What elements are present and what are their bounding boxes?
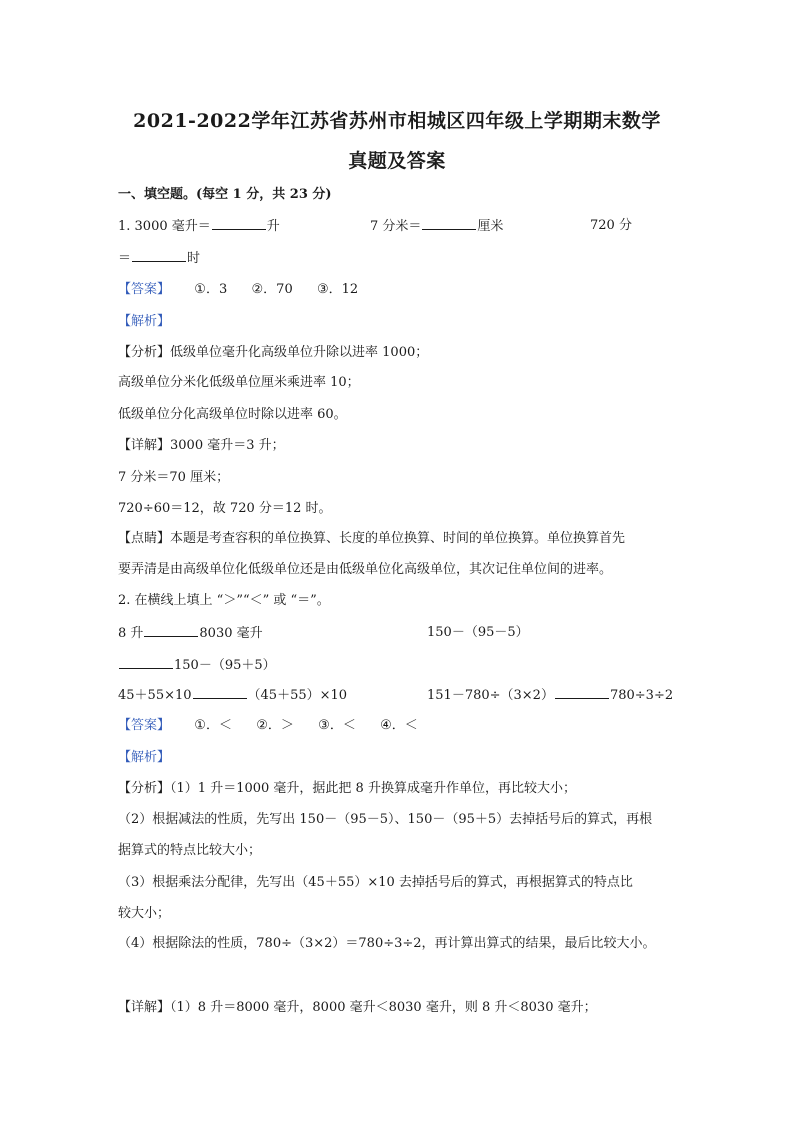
q1-xiangjie-3: 720÷60＝12，故 720 分＝12 时。 [118, 501, 332, 516]
fenxi-text: 低级单位毫升化高级单位升除以进率 1000； [170, 345, 429, 360]
q1-fenxi-3: 低级单位分化高级单位时除以进率 60。 [118, 407, 347, 422]
q2-fenxi-1 [118, 780, 576, 798]
q1-item-c: 720 分 [590, 218, 632, 233]
q2-item-a [118, 624, 263, 643]
answer-blank[interactable] [193, 686, 247, 699]
analysis-tag: 【解析】 [118, 750, 171, 765]
answer-blank[interactable] [144, 624, 198, 637]
page-title-line-2: 真题及答案 [348, 150, 446, 172]
q2-fenxi-3a: （3）根据乘法分配律，先写出（45＋55）×10 去掉括号后的算式，再根据算式的特点比 [118, 875, 633, 890]
answer-tag: 【答案】 [118, 282, 171, 297]
q2-d-right: 780÷3÷2 [609, 688, 674, 703]
xiangjie-tag: 【详解】 [118, 1000, 171, 1015]
q1-item-c-continued [118, 249, 200, 268]
xiangjie-text: （1）8 升＝8000 毫升，8000 毫升＜8030 毫升，则 8 升＜8030 毫升； [170, 1000, 597, 1015]
q1-item-b [370, 217, 503, 236]
fenxi-tag: 【分析】 [118, 345, 171, 360]
xiangjie-tag: 【详解】 [118, 438, 171, 453]
q1-item-a [118, 217, 280, 236]
q2-fenxi-2a: （2）根据减法的性质，先写出 150－（95－5）、150－（95＋5）去掉括号后的算式，再根 [118, 812, 653, 827]
answer-blank[interactable] [555, 686, 609, 699]
answer-3: ③．＜ [318, 718, 356, 733]
answer-2: ②．＞ [256, 718, 294, 733]
answer-4: ④．＜ [380, 718, 418, 733]
analysis-tag: 【解析】 [118, 314, 171, 329]
q2-stem: 2. 在横线上填上 “＞”“＜” 或 “＝”。 [118, 593, 330, 608]
answer-blank[interactable] [422, 217, 476, 230]
dianjing-tag: 【点睛】 [118, 531, 171, 546]
dianjing-text: 本题是考查容积的单位换算、长度的单位换算、时间的单位换算。单位换算首先 [170, 531, 626, 546]
fenxi-text: （1）1 升＝1000 毫升，据此把 8 升换算成毫升作单位，再比较大小； [170, 781, 576, 796]
q1-dianjing-1 [118, 530, 625, 548]
xiangjie-text: 3000 毫升＝3 升； [170, 438, 285, 453]
q1-answer-line [118, 281, 358, 299]
answer-3: ③．12 [317, 282, 359, 297]
q1-c-cont-right: 时 [187, 251, 201, 266]
q2-answer-line [118, 717, 418, 735]
q2-xiangjie-1 [118, 999, 597, 1017]
answer-blank[interactable] [132, 249, 186, 262]
q2-item-b: 150－（95－5） [427, 625, 529, 640]
q2-item-b-continued [118, 656, 276, 675]
answer-2: ②．70 [251, 282, 293, 297]
q2-d-left: 151－780÷（3×2） [427, 688, 554, 703]
q1-xiangjie-1 [118, 437, 285, 455]
q1-xiangjie-2: 7 分米＝70 厘米； [118, 470, 230, 485]
fenxi-tag: 【分析】 [118, 781, 171, 796]
q1-a-left: 1. 3000 毫升＝ [118, 219, 211, 234]
q1-b-left: 7 分米＝ [370, 219, 422, 234]
answer-tag: 【答案】 [118, 718, 171, 733]
answer-blank[interactable] [119, 656, 173, 669]
q1-c-cont-left: ＝ [118, 251, 132, 266]
q2-c-right: （45＋55）×10 [247, 688, 348, 703]
page-title-line-1: 2021-2022学年江苏省苏州市相城区四年级上学期期末数学 [133, 110, 661, 132]
q2-fenxi-4: （4）根据除法的性质，780÷（3×2）＝780÷3÷2，再计算出算式的结果，最后比较大小。 [118, 936, 656, 951]
q2-a-right: 8030 毫升 [199, 626, 263, 641]
answer-1: ①．3 [194, 282, 228, 297]
q1-a-right: 升 [266, 219, 280, 234]
q2-item-d [427, 686, 673, 705]
q2-item-c [118, 686, 347, 705]
q1-fenxi-1 [118, 344, 428, 362]
q1-dianjing-2: 要弄清是由高级单位化低级单位还是由低级单位化高级单位，其次记住单位间的进率。 [118, 562, 613, 577]
q2-fenxi-2b: 据算式的特点比较大小； [118, 843, 262, 858]
answer-1: ①．＜ [194, 718, 232, 733]
answer-blank[interactable] [212, 217, 266, 230]
q2-a-left: 8 升 [118, 626, 144, 641]
q1-b-right: 厘米 [477, 219, 504, 234]
q2-b-cont-right: 150－（95＋5） [174, 658, 276, 673]
q2-fenxi-3b: 较大小； [118, 906, 171, 921]
q2-c-left: 45＋55×10 [118, 688, 192, 703]
q1-fenxi-2: 高级单位分米化低级单位厘米乘进率 10； [118, 375, 360, 390]
section-heading: 一、填空题。(每空 1 分，共 23 分) [118, 187, 332, 202]
